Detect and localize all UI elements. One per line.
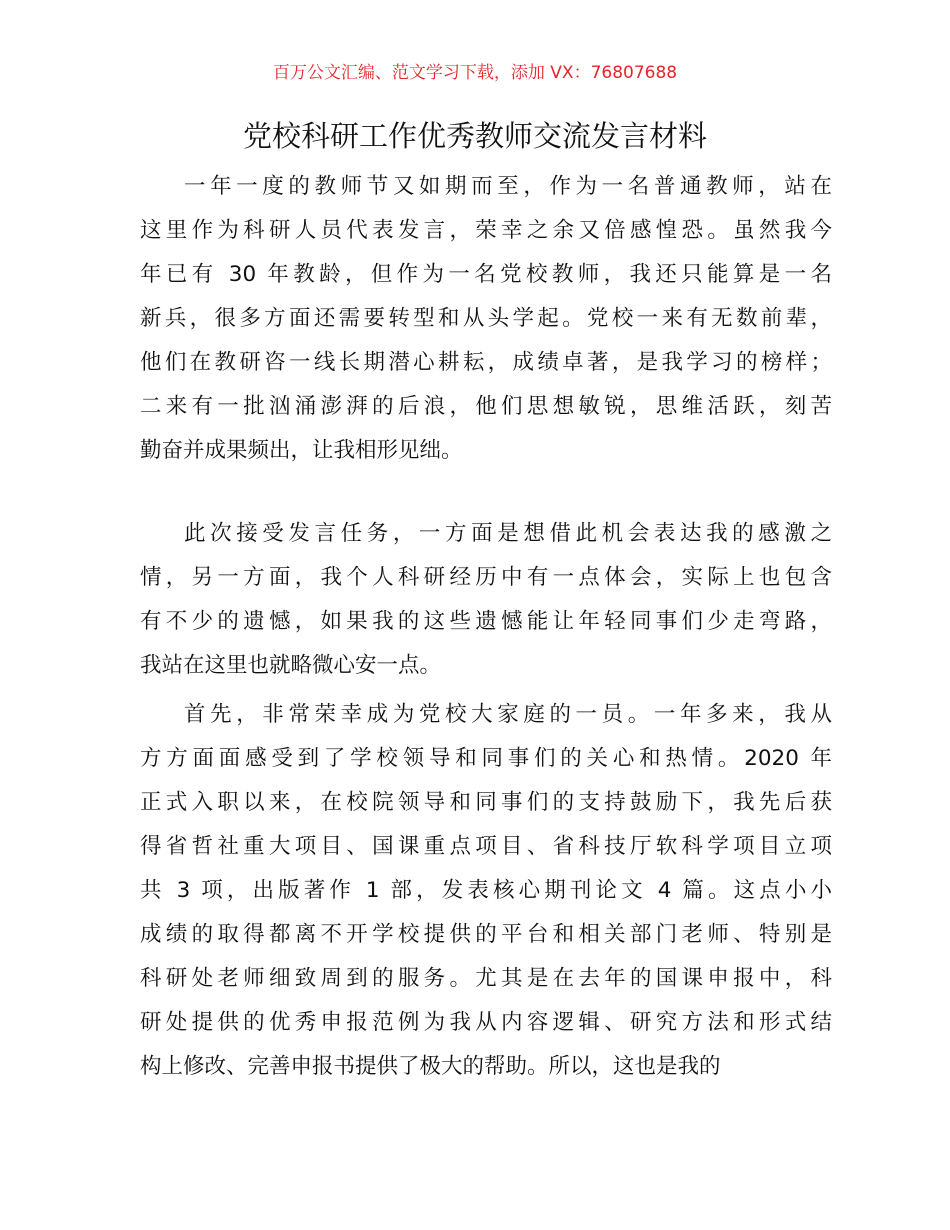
text-line: 方方面面感受到了学校领导和同事们的关心和热情。2020 年 xyxy=(140,746,832,771)
text-line: 此次接受发言任务，一方面是想借此机会表达我的感激之 xyxy=(184,521,832,546)
paragraph-2 xyxy=(140,512,832,688)
text-line: 二来有一批汹涌澎湃的后浪，他们思想敏锐，思维活跃，刻苦 xyxy=(140,394,832,419)
text-line: 成绩的取得都离不开学校提供的平台和相关部门老师、特别是 xyxy=(140,922,832,947)
paragraph-1 xyxy=(140,165,832,473)
text-line: 情，另一方面，我个人科研经历中有一点体会，实际上也包含 xyxy=(140,565,832,590)
text-line: 年已有 30 年教龄，但作为一名党校教师，我还只能算是一名 xyxy=(140,262,832,287)
text-line: 有不少的遗憾，如果我的这些遗憾能让年轻同事们少走弯路， xyxy=(140,609,832,634)
text-line: 我站在这里也就略微心安一点。 xyxy=(140,653,442,678)
text-line: 得省哲社重大项目、国课重点项目、省科技厅软科学项目立项 xyxy=(140,834,832,859)
document-title: 党校科研工作优秀教师交流发言材料 xyxy=(242,119,707,153)
paragraph-3 xyxy=(140,693,832,1089)
text-line: 科研处老师细致周到的服务。尤其是在去年的国课申报中，科 xyxy=(140,966,832,991)
text-line: 正式入职以来，在校院领导和同事们的支持鼓励下，我先后获 xyxy=(140,790,832,815)
text-line: 他们在教研咨一线长期潜心耕耘，成绩卓著，是我学习的榜样； xyxy=(140,350,832,375)
text-line: 新兵，很多方面还需要转型和从头学起。党校一来有无数前辈， xyxy=(140,306,832,331)
text-line: 共 3 项，出版著作 1 部，发表核心期刊论文 4 篇。这点小小 xyxy=(140,878,832,903)
watermark-header: 百万公文汇编、范文学习下载，添加 VX：76807688 xyxy=(272,63,678,83)
text-line: 研处提供的优秀申报范例为我从内容逻辑、研究方法和形式结 xyxy=(140,1010,832,1035)
text-line: 首先，非常荣幸成为党校大家庭的一员。一年多来，我从 xyxy=(184,702,832,727)
text-line: 这里作为科研人员代表发言，荣幸之余又倍感惶恐。虽然我今 xyxy=(140,218,832,243)
text-line: 一年一度的教师节又如期而至，作为一名普通教师，站在 xyxy=(184,174,832,199)
text-line: 勤奋并成果频出，让我相形见绌。 xyxy=(140,438,463,463)
text-line: 构上修改、完善申报书提供了极大的帮助。所以，这也是我的 xyxy=(140,1054,721,1079)
